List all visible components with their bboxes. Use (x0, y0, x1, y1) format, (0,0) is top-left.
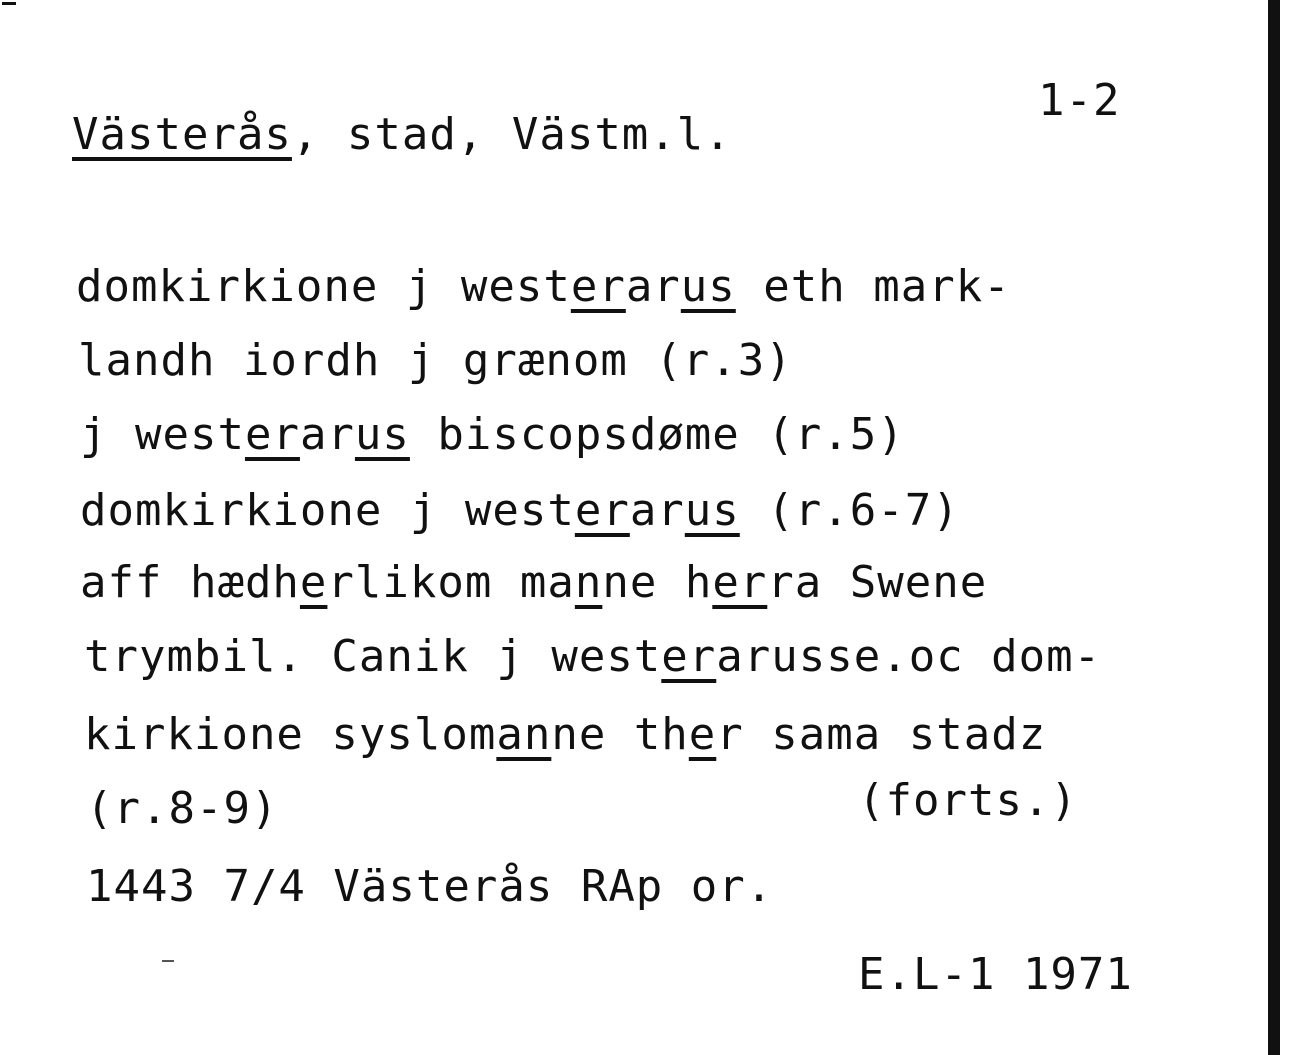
text-fragment: ar (629, 485, 685, 536)
text-line (76, 262, 1011, 312)
text-fragment: ne h (602, 557, 713, 608)
text-fragment: landh iordh j grænom (r.3) (78, 335, 793, 386)
underlined-fragment: us (354, 409, 410, 460)
text-line (84, 710, 1046, 760)
continued-note: (forts.) (858, 775, 1078, 826)
text-fragment: (r.6-7) (739, 485, 960, 536)
card-right-edge (1268, 0, 1280, 1055)
card-number: 1-2 (1038, 75, 1121, 126)
text-line (80, 410, 905, 460)
text-fragment: j west (80, 409, 245, 460)
place-descriptor: , stad, Västm.l. (291, 109, 732, 160)
text-fragment: arusse.oc dom- (716, 631, 1102, 682)
signature: E.L-1 1971 (858, 949, 1133, 1000)
underlined-fragment: er (574, 485, 630, 536)
text-fragment: aff hædh (80, 557, 300, 608)
underlined-fragment: an (496, 709, 552, 760)
text-fragment: domkirkione j west (76, 261, 571, 312)
text-fragment: (r.8-9) (86, 783, 279, 834)
underlined-fragment: n (574, 557, 603, 608)
underlined-fragment: e (299, 557, 328, 608)
text-fragment: ra Swene (767, 557, 988, 608)
text-fragment: eth mark- (735, 261, 1011, 312)
source-reference: 1443 7/4 Västerås RAp or. (86, 861, 774, 912)
text-fragment: ar (625, 261, 681, 312)
text-fragment: kirkione syslom (84, 709, 497, 760)
text-fragment: biscopsdøme (r.5) (409, 409, 905, 460)
text-line (80, 558, 987, 608)
text-fragment: ne th (551, 709, 689, 760)
text-line (80, 486, 960, 536)
text-line (78, 336, 793, 386)
underlined-fragment: us (684, 485, 740, 536)
place-name: Västerås (72, 109, 292, 160)
text-fragment: r sama stadz (716, 709, 1047, 760)
underlined-fragment: er (570, 261, 626, 312)
corner-mark (2, 2, 16, 5)
underlined-fragment: e (688, 709, 717, 760)
text-fragment: domkirkione j west (80, 485, 575, 536)
text-line (86, 784, 278, 834)
underlined-fragment: er (661, 631, 717, 682)
text-line (84, 632, 1101, 682)
underlined-fragment: er (712, 557, 768, 608)
card-heading (72, 110, 732, 160)
text-fragment: ar (299, 409, 355, 460)
underlined-fragment: us (680, 261, 736, 312)
stray-mark (162, 960, 174, 962)
text-fragment: trymbil. Canik j west (84, 631, 662, 682)
underlined-fragment: er (244, 409, 300, 460)
text-fragment: rlikom ma (327, 557, 575, 608)
